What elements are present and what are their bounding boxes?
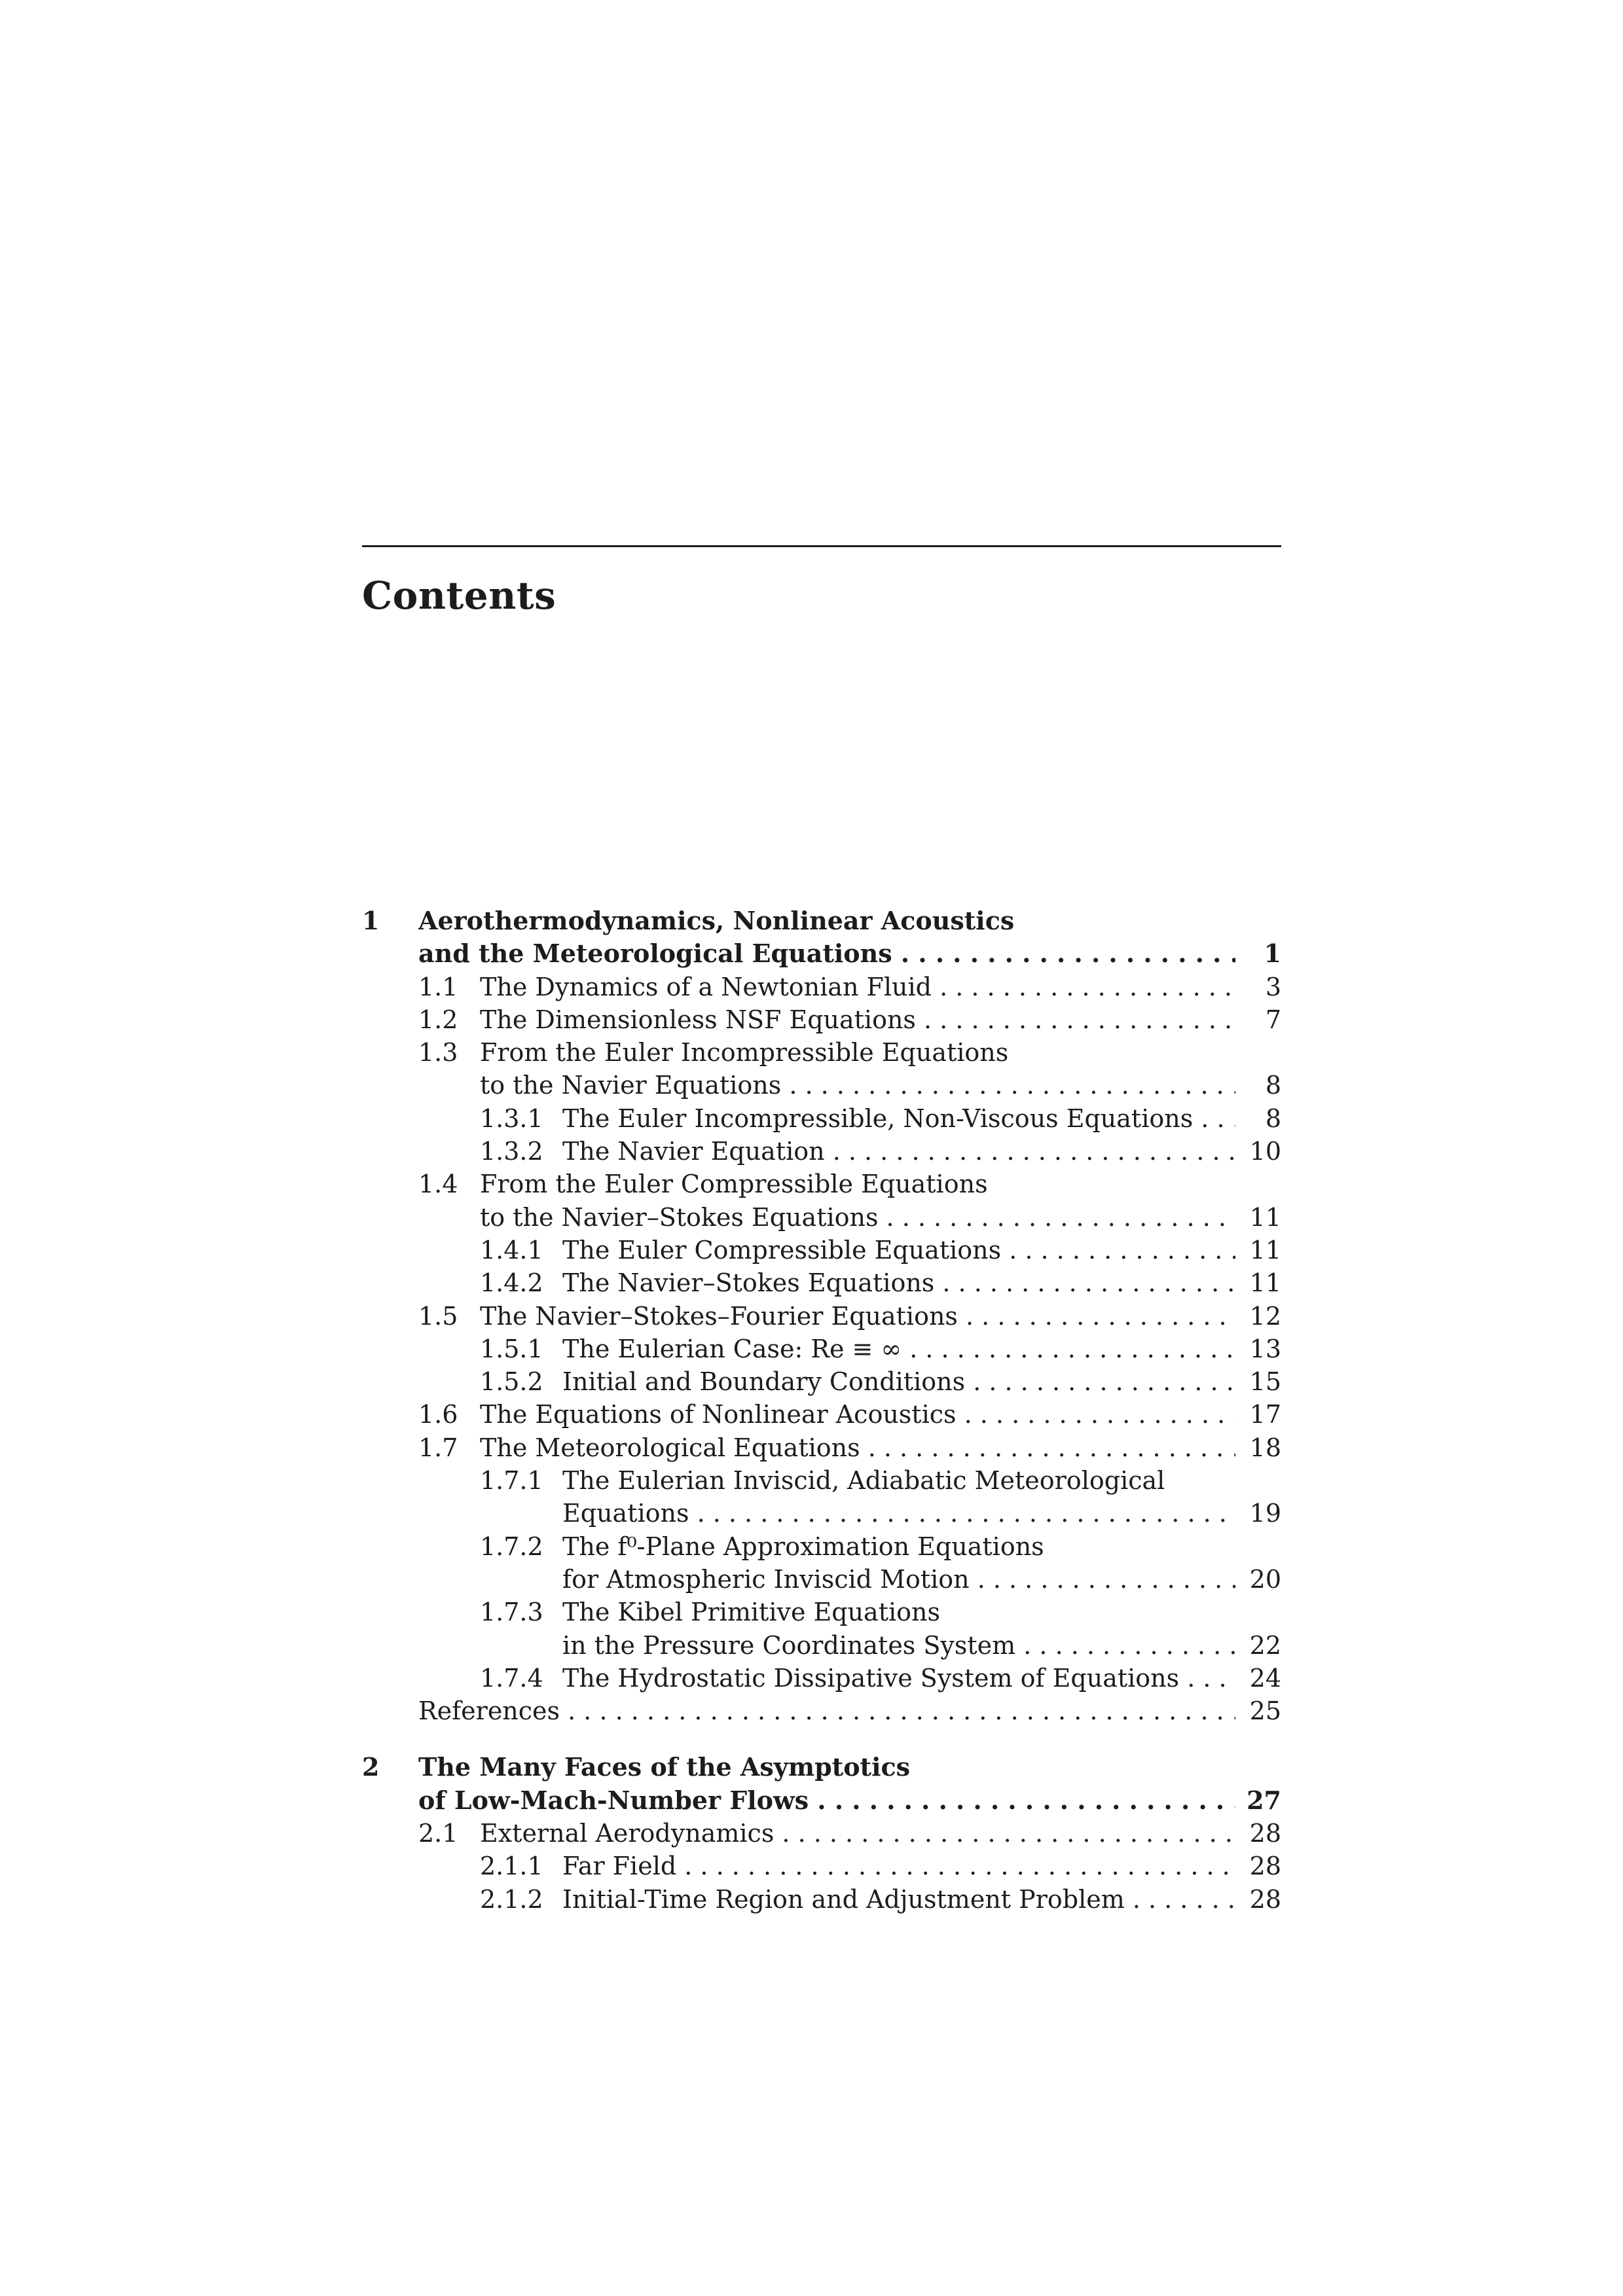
toc-entry-number: 1.6 bbox=[418, 1400, 458, 1429]
toc-entry-page: 28 bbox=[1249, 1852, 1281, 1881]
toc-entry[interactable] bbox=[362, 1530, 1281, 1563]
toc-entry[interactable] bbox=[362, 1431, 1281, 1464]
toc-entry-number: 2.1.2 bbox=[480, 1884, 543, 1914]
toc-entry-title: The Hydrostatic Dissipative System of Equations . . . bbox=[562, 1662, 1235, 1695]
page-title: Contents bbox=[362, 573, 556, 618]
toc-entry[interactable] bbox=[362, 905, 1281, 937]
toc-entry-page: 17 bbox=[1249, 1400, 1281, 1429]
toc-entry-number: 1.7.3 bbox=[480, 1598, 543, 1627]
toc-entry[interactable] bbox=[362, 1036, 1281, 1069]
toc-entry-number: 1.4 bbox=[418, 1170, 458, 1199]
toc-entry[interactable] bbox=[362, 1069, 1281, 1102]
toc-entry-number: 2.1 bbox=[418, 1819, 458, 1848]
toc-entry-number: 1.4.2 bbox=[480, 1268, 543, 1298]
toc-entry-title: The f⁰-Plane Approximation Equations bbox=[562, 1532, 1044, 1561]
toc-entry-number: 1.7.1 bbox=[480, 1466, 543, 1496]
toc-entry-page: 11 bbox=[1249, 1268, 1281, 1298]
toc-entry-number: 1.5.2 bbox=[480, 1367, 543, 1397]
toc-entry[interactable] bbox=[362, 937, 1281, 970]
toc-entry-page: 12 bbox=[1249, 1301, 1281, 1331]
toc-entry[interactable] bbox=[362, 1662, 1281, 1695]
toc-entry-title: in the Pressure Coordinates System . . . bbox=[562, 1629, 1235, 1662]
toc-entry-number: 1.5.1 bbox=[480, 1334, 543, 1363]
toc-entry[interactable] bbox=[362, 1168, 1281, 1200]
toc-entry[interactable] bbox=[362, 1817, 1281, 1850]
toc-entry-title: From the Euler Incompressible Equations bbox=[480, 1038, 1009, 1067]
toc-entry-page: 20 bbox=[1249, 1564, 1281, 1594]
toc-entry[interactable] bbox=[362, 1464, 1281, 1497]
toc-entry-title: The Meteorological Equations . . . bbox=[480, 1431, 1235, 1464]
toc-entry-page: 10 bbox=[1249, 1137, 1281, 1166]
toc-entry[interactable] bbox=[362, 1300, 1281, 1333]
toc-entry[interactable] bbox=[362, 1365, 1281, 1398]
toc-entry-title: The Euler Incompressible, Non-Viscous Equations . . . bbox=[562, 1102, 1235, 1135]
toc-entry-title: From the Euler Compressible Equations bbox=[480, 1170, 988, 1199]
toc-entry-page: 11 bbox=[1249, 1235, 1281, 1265]
toc-entry-title: and the Meteorological Equations . . . bbox=[418, 937, 1235, 970]
toc-entry-page: 18 bbox=[1249, 1433, 1281, 1462]
toc-entry-page: 28 bbox=[1249, 1884, 1281, 1914]
toc-entry[interactable] bbox=[362, 1398, 1281, 1431]
toc-entry[interactable] bbox=[362, 1201, 1281, 1234]
toc-entry[interactable] bbox=[362, 1102, 1281, 1135]
toc-entry-title: The Many Faces of the Asymptotics bbox=[418, 1752, 911, 1782]
toc-entry-title: The Dimensionless NSF Equations . . . bbox=[480, 1003, 1235, 1036]
toc-entry-number: 1.3 bbox=[418, 1038, 458, 1067]
toc-entry-number: 1.3.2 bbox=[480, 1137, 543, 1166]
toc-entry-title: Initial-Time Region and Adjustment Problem . . . bbox=[562, 1883, 1235, 1916]
toc-entry-title: The Dynamics of a Newtonian Fluid . . . bbox=[480, 971, 1235, 1003]
toc-entry[interactable] bbox=[362, 1135, 1281, 1168]
toc-entry[interactable] bbox=[362, 1751, 1281, 1784]
toc-entry-title: The Navier–Stokes–Fourier Equations . . . bbox=[480, 1300, 1235, 1333]
toc-entry-title: The Kibel Primitive Equations bbox=[562, 1598, 940, 1627]
toc-entry-number: 2.1.1 bbox=[480, 1852, 543, 1881]
toc-entry-title: The Navier Equation . . . bbox=[562, 1135, 1235, 1168]
toc-entry[interactable] bbox=[362, 1333, 1281, 1365]
toc-entry[interactable] bbox=[362, 971, 1281, 1003]
toc-entry-title: References . . . bbox=[418, 1695, 1235, 1727]
toc-entry[interactable] bbox=[362, 1695, 1281, 1727]
toc-entry-page: 7 bbox=[1265, 1005, 1281, 1034]
toc-entry-title: The Euler Compressible Equations . . . bbox=[562, 1234, 1235, 1266]
toc-entry-number: 1.2 bbox=[418, 1005, 458, 1034]
toc-entry-title: to the Navier–Stokes Equations . . . bbox=[480, 1201, 1235, 1234]
toc-entry-page: 8 bbox=[1265, 1071, 1281, 1100]
toc-entry-title: External Aerodynamics . . . bbox=[480, 1817, 1235, 1850]
toc-entry-title: The Equations of Nonlinear Acoustics . . . bbox=[480, 1398, 1235, 1431]
toc-entry-title: for Atmospheric Inviscid Motion . . . bbox=[562, 1563, 1235, 1596]
toc-entry[interactable] bbox=[362, 1784, 1281, 1817]
toc-entry-number: 1.1 bbox=[418, 972, 458, 1001]
toc-entry[interactable] bbox=[362, 1234, 1281, 1266]
header-rule bbox=[362, 545, 1281, 547]
toc-entry-page: 24 bbox=[1249, 1663, 1281, 1693]
toc-entry-number: 1 bbox=[362, 906, 380, 935]
toc-entry-page: 22 bbox=[1249, 1630, 1281, 1660]
toc-entry[interactable] bbox=[362, 1003, 1281, 1036]
toc-entry[interactable] bbox=[362, 1266, 1281, 1299]
toc-entry[interactable] bbox=[362, 1497, 1281, 1530]
toc-entry-page: 19 bbox=[1249, 1499, 1281, 1528]
toc-entry-page: 27 bbox=[1247, 1785, 1281, 1815]
toc-entry-number: 1.3.1 bbox=[480, 1103, 543, 1133]
toc-entry-page: 3 bbox=[1265, 972, 1281, 1001]
toc-entry-title: to the Navier Equations . . . bbox=[480, 1069, 1235, 1102]
toc-entry-number: 1.4.1 bbox=[480, 1235, 543, 1265]
toc-entry-title: The Navier–Stokes Equations . . . bbox=[562, 1266, 1235, 1299]
toc-entry[interactable] bbox=[362, 1883, 1281, 1916]
toc-entry-title: Initial and Boundary Conditions . . . bbox=[562, 1365, 1235, 1398]
toc-entry-number: 1.7.2 bbox=[480, 1532, 543, 1561]
toc-entry-page: 8 bbox=[1265, 1103, 1281, 1133]
toc-entry-title: The Eulerian Inviscid, Adiabatic Meteorological bbox=[562, 1466, 1165, 1496]
toc-entry-title: of Low-Mach-Number Flows . . . bbox=[418, 1784, 1235, 1817]
toc-entry-number: 1.7 bbox=[418, 1433, 458, 1462]
toc-entry[interactable] bbox=[362, 1850, 1281, 1882]
toc-entry-title: Far Field . . . bbox=[562, 1850, 1235, 1882]
toc-entry[interactable] bbox=[362, 1629, 1281, 1662]
toc-entry-title: Equations . . . bbox=[562, 1497, 1235, 1530]
toc-entry-page: 28 bbox=[1249, 1819, 1281, 1848]
toc-entry-title: The Eulerian Case: Re ≡ ∞ . . . bbox=[562, 1333, 1235, 1365]
toc-entry-title: Aerothermodynamics, Nonlinear Acoustics bbox=[418, 906, 1015, 935]
toc-entry-number: 1.7.4 bbox=[480, 1663, 543, 1693]
toc-entry-page: 13 bbox=[1249, 1334, 1281, 1363]
toc-entry[interactable] bbox=[362, 1563, 1281, 1596]
toc-entry-page: 15 bbox=[1249, 1367, 1281, 1397]
toc-entry[interactable] bbox=[362, 1596, 1281, 1628]
toc-entry-number: 2 bbox=[362, 1752, 380, 1782]
toc-entry-page: 1 bbox=[1264, 939, 1281, 969]
table-of-contents bbox=[362, 905, 1281, 1916]
toc-entry-page: 11 bbox=[1249, 1202, 1281, 1232]
toc-entry-number: 1.5 bbox=[418, 1301, 458, 1331]
toc-entry-page: 25 bbox=[1249, 1696, 1281, 1726]
